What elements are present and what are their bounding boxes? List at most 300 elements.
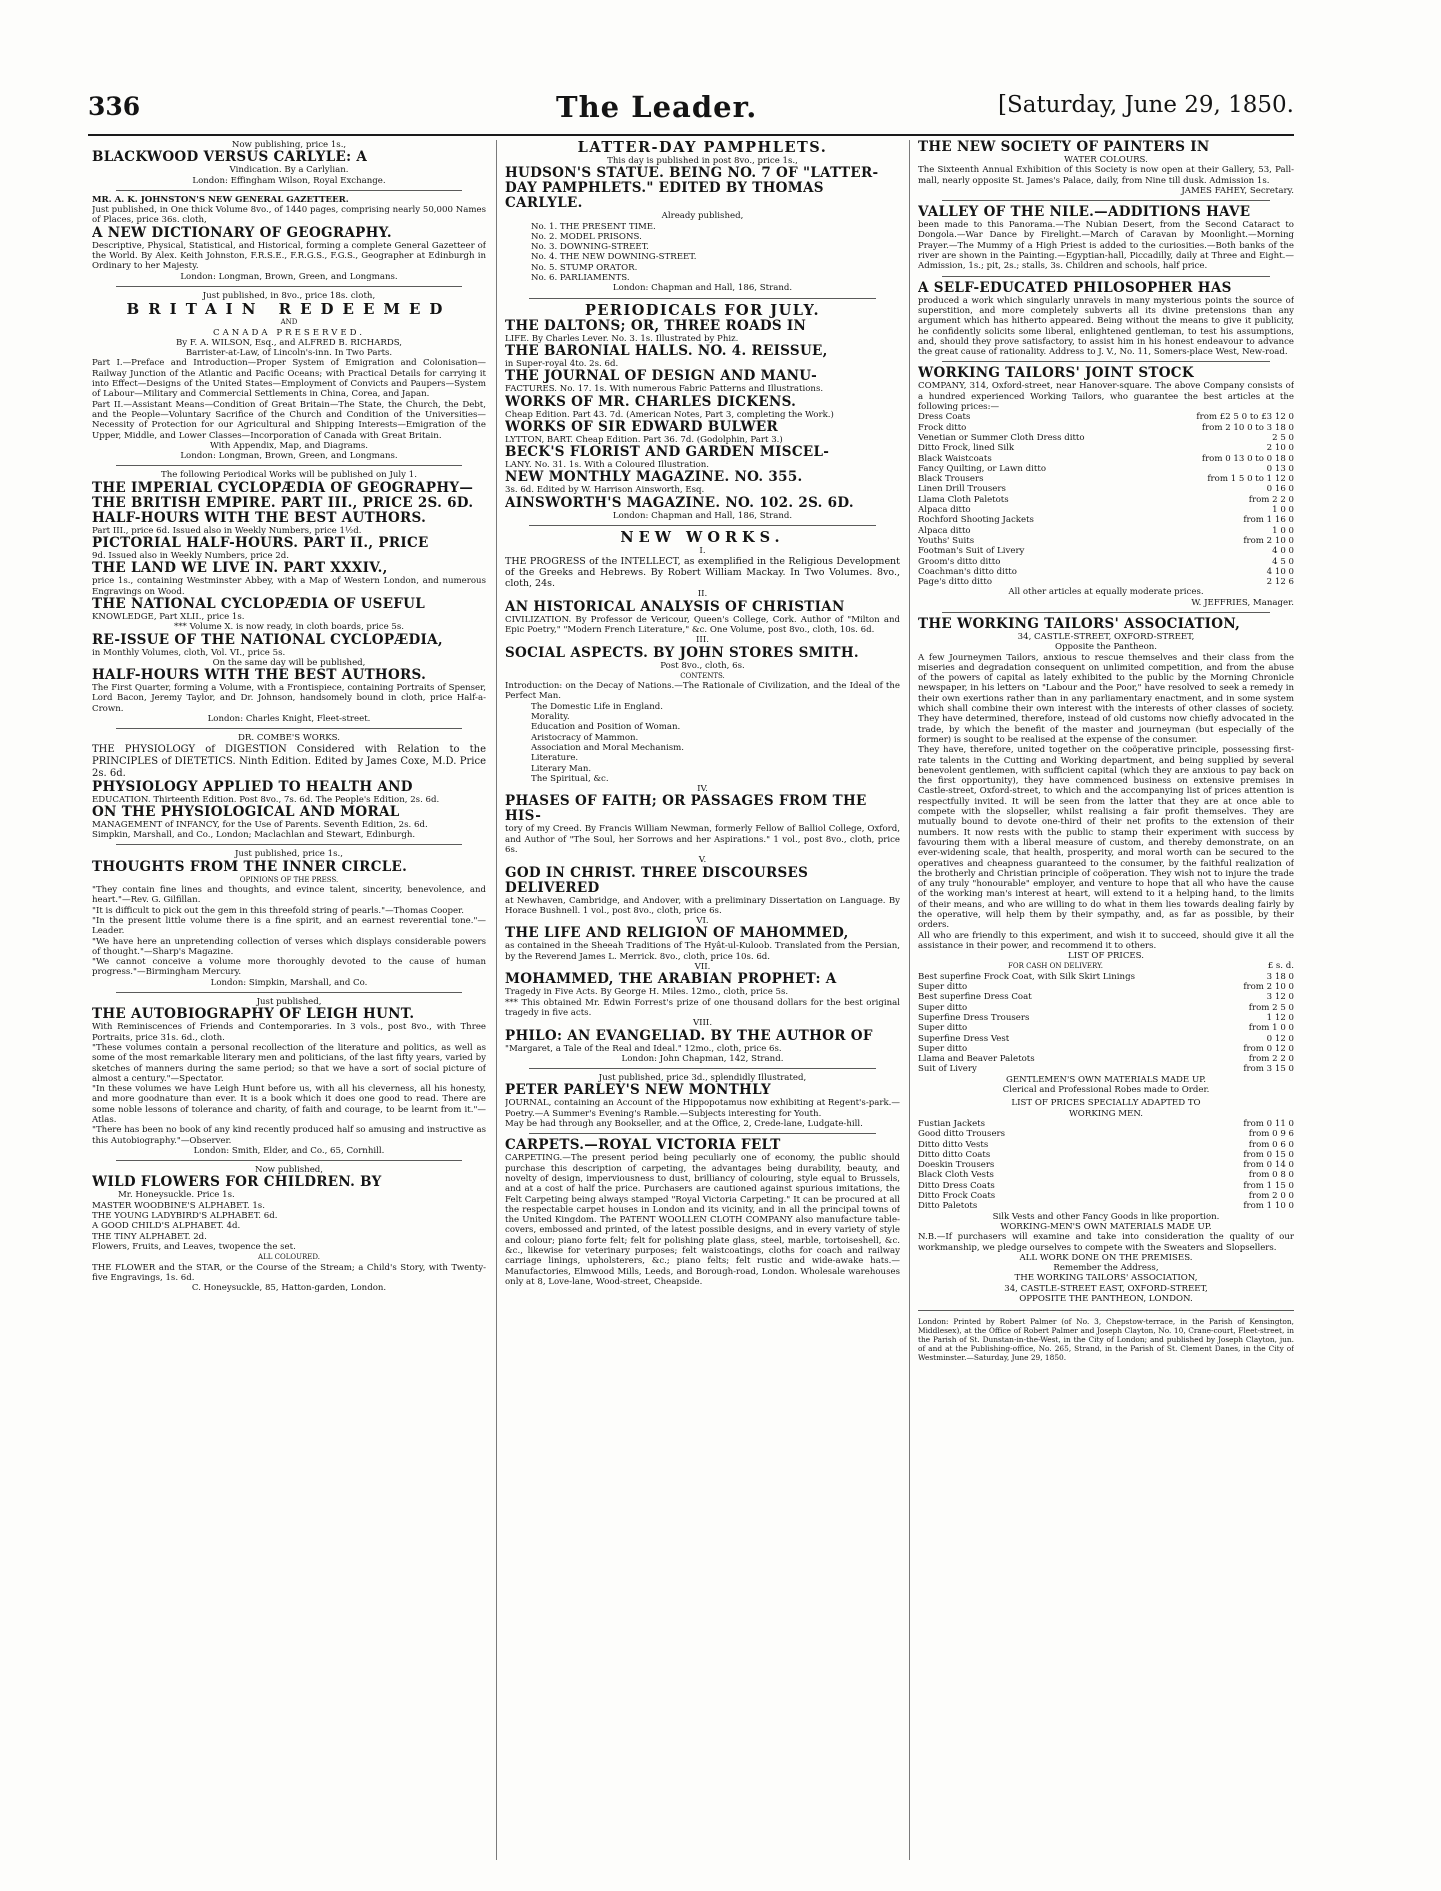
ad-publisher: London: Longman, Brown, Green, and Longmans.	[180, 451, 398, 462]
ad-description: Descriptive, Physical, Statistical, and Historical, forming a complete General Gazetteer of the World. By Alex. Keith Johnston, F.R.S.E., F.R.G.S., F.G.S., Geographer at Edinburgh in Ordinary to her Majesty.	[92, 240, 486, 272]
ad-title: BRITAIN REDEEMED	[126, 300, 452, 319]
price-item: Doeskin Trousers	[918, 1160, 995, 1171]
page-number: 336	[88, 92, 141, 121]
ad-title: THE AUTOBIOGRAPHY OF LEIGH HUNT.	[92, 1006, 415, 1023]
price-row	[918, 526, 1294, 536]
ad-title: THE IMPERIAL CYCLOPÆDIA OF GEOGRAPHY—THE BRITISH EMPIRE. PART III., PRICE 2S. 6D.	[92, 479, 474, 511]
ad-description: JOURNAL, containing an Account of the Hippopotamus now exhibiting at Regent's-park.—Poetry.—A Summer's Evening's Ramble.—Subjects interesting for Youth.	[505, 1098, 900, 1119]
price-list-subtitle: WORKING MEN.	[1068, 1108, 1144, 1119]
ad-title: MOHAMMED, THE ARABIAN PROPHET: A	[505, 971, 837, 988]
ad-text: LANY. No. 31. 1s. With a Coloured Illustration.	[505, 460, 710, 471]
ad-text: CIVILIZATION. By Professor de Vericour, Queen's College, Cork. Author of "Milton and Epic Poetry," "Modern French Literature," &c. One Volume, post 8vo., cloth, 10s. 6d.	[505, 614, 900, 635]
price-value: 0 13 0	[1266, 463, 1294, 474]
ad-subhead: OPINIONS OF THE PRESS.	[239, 875, 339, 884]
price-value: 2 5 0	[1272, 432, 1294, 443]
list-item: The Spiritual, &c.	[531, 773, 609, 784]
press-quote: "We cannot conceive a volume more thoroughly devoted to the cause of human progress."—Birmingham Mercury.	[92, 957, 486, 978]
ad-note: WORKING-MEN'S OWN MATERIALS MADE UP.	[1000, 1221, 1212, 1232]
ad-title: BLACKWOOD VERSUS CARLYLE: A	[92, 149, 368, 166]
ad-text: KNOWLEDGE, Part XLII., price 1s.	[92, 611, 245, 622]
ad-title: RE-ISSUE OF THE NATIONAL CYCLOPÆDIA,	[92, 631, 443, 648]
ad-title: THE LAND WE LIVE IN. PART XXXIV.,	[92, 560, 388, 577]
price-row	[918, 1034, 1294, 1044]
ad-publisher: London: Simpkin, Marshall, and Co.	[210, 977, 368, 988]
ad-text: The First Quarter, forming a Volume, with a Frontispiece, containing Portraits of Spenser, Lord Bacon, Jeremy Taylor, and Dr. Johnson, handsomely bound in cloth, price Half-a-Crown.	[92, 683, 486, 714]
ad-rule	[942, 200, 1270, 201]
section-title: PERIODICALS FOR JULY.	[584, 301, 821, 319]
price-value: from 0 11 0	[1243, 1118, 1294, 1129]
ad-kicker: Just published,	[256, 997, 322, 1008]
ad-publisher: London: Chapman and Hall, 186, Strand.	[612, 510, 793, 521]
price-value: 4 0 0	[1272, 546, 1294, 557]
ad-note: Remember the Address,	[1053, 1263, 1159, 1274]
roman-numeral: V.	[698, 855, 707, 866]
price-item: Rochford Shooting Jackets	[918, 515, 1034, 526]
ad-title: THOUGHTS FROM THE INNER CIRCLE.	[92, 858, 408, 875]
ad-title: AINSWORTH'S MAGAZINE. NO. 102. 2S. 6D.	[505, 494, 854, 511]
price-value: from 1 15 0	[1243, 1180, 1294, 1191]
price-value: 1 0 0	[1272, 505, 1294, 516]
ad-note: N.B.—If purchasers will examine and take into consideration the quality of our workmanship, we pledge ourselves to compete with the Sweaters and Slopsellers.	[918, 1232, 1294, 1253]
price-item: Llama Cloth Paletots	[918, 494, 1009, 505]
ad-subtitle: Opposite the Pantheon.	[1054, 642, 1158, 653]
ad-note: *** Volume X. is now ready, in cloth boards, price 5s.	[173, 622, 405, 633]
price-list	[918, 1119, 1294, 1212]
price-row	[918, 474, 1294, 484]
ad-text: Tragedy in Five Acts. By George H. Miles. 12mo., cloth, price 5s.	[505, 987, 789, 998]
section-title: NEW WORKS.	[620, 529, 785, 547]
ad-address: 34, CASTLE-STREET EAST, OXFORD-STREET,	[1004, 1283, 1208, 1294]
price-row	[918, 1150, 1294, 1160]
price-value: from 2 10 0 to 3 18 0	[1201, 422, 1294, 433]
ad-title: THE PHYSIOLOGY of DIGESTION Considered with Relation to the PRINCIPLES of DIETETICS. Ninth Edition. Edited by James Coxe, M.D. Price 2s. 6d.	[92, 743, 486, 779]
ad-kicker: MR. A. K. JOHNSTON'S NEW GENERAL GAZETTEER.	[92, 194, 349, 205]
ad-periodicals-july	[505, 303, 900, 521]
roman-numeral: VI.	[696, 916, 709, 927]
ad-and: AND	[280, 318, 298, 327]
price-item: Fancy Quilting, or Lawn ditto	[918, 463, 1047, 474]
ad-rule	[116, 465, 462, 466]
ad-johnston	[92, 195, 486, 282]
ad-rule	[116, 992, 462, 993]
ad-tailors-joint-stock	[918, 366, 1294, 608]
ad-note: Already published,	[661, 211, 744, 222]
ad-kicker: Now published,	[254, 1165, 324, 1176]
ad-text: 3s. 6d. Edited by W. Harrison Ainsworth, Esq.	[505, 485, 705, 496]
press-quote: "In these volumes we have Leigh Hunt before us, with all his cleverness, all his honesty, and more goodnature than ever. It is a book which it does one good to read. There are some noble lessons of tolerance and charity, of faith and courage, to be learnt from it."—Atlas.	[92, 1084, 486, 1125]
ad-publisher: C. Honeysuckle, 85, Hatton-garden, London.	[191, 1283, 387, 1294]
ad-title: ON THE PHYSIOLOGICAL AND MORAL	[92, 803, 400, 820]
ad-title: THE DALTONS; OR, THREE ROADS IN	[505, 317, 807, 334]
ad-text: as contained in the Sheeah Traditions of The Hyât-ul-Kuloob. Translated from the Persian, by the Reverend James L. Merrick. 8vo., cloth, price 10s. 6d.	[505, 941, 900, 962]
ad-description: All who are friendly to this experiment, and wish it to succeed, should give it all the assistance in their power, and recommend it to others.	[918, 930, 1294, 951]
price-item: Ditto Frock Coats	[918, 1191, 996, 1202]
price-row	[918, 505, 1294, 515]
list-item: Aristocracy of Mammon.	[531, 732, 639, 743]
ad-text: MASTER WOODBINE'S ALPHABET. 1s.	[92, 1200, 265, 1211]
ad-description: May be had through any Bookseller, and at the Office, 2, Crede-lane, Ludgate-hill.	[505, 1119, 863, 1130]
ad-text: at Newhaven, Cambridge, and Andover, with a preliminary Dissertation on Language. By Horace Bushnell. 1 vol., post 8vo., cloth, price 6s.	[505, 895, 900, 916]
price-value: from 1 10 0	[1243, 1201, 1294, 1212]
ad-rule	[529, 1068, 876, 1069]
price-value: from 0 13 0 to 0 18 0	[1201, 453, 1294, 464]
ad-rule	[529, 298, 876, 299]
ad-text: A GOOD CHILD'S ALPHABET. 4d.	[92, 1221, 241, 1232]
price-value: from 0 6 0	[1248, 1139, 1294, 1150]
ad-description: The Sixteenth Annual Exhibition of this Society is now open at their Gallery, 53, Pall-mall, nearly opposite St. James's Palace, daily, from Nine till dusk. Admission 1s.	[918, 165, 1294, 186]
price-value: from 0 14 0	[1243, 1160, 1294, 1171]
ad-subtitle: WATER COLOURS.	[1064, 155, 1148, 165]
price-item: Alpaca ditto	[918, 525, 971, 536]
ad-title: HALF-HOURS WITH THE BEST AUTHORS.	[92, 509, 427, 526]
issue-date: [Saturday, June 29, 1850.	[998, 92, 1294, 118]
press-quote: "There has been no book of any kind recently produced half so amusing and instructive as this Autobiography."—Observer.	[92, 1125, 486, 1146]
price-list-title: LIST OF PRICES.	[1067, 951, 1144, 962]
ad-title: PETER PARLEY'S NEW MONTHLY	[505, 1082, 771, 1099]
price-value: 3 18 0	[1266, 971, 1294, 982]
price-list-subtitle: FOR CASH ON DELIVERY.	[1008, 962, 1104, 971]
price-list-title: LIST OF PRICES SPECIALLY ADAPTED TO	[1011, 1098, 1201, 1109]
press-quote: "They contain fine lines and thoughts, and evince talent, sincerity, benevolence, and heart."—Rev. G. Gilfillan.	[92, 885, 486, 906]
ad-appendix: With Appendix, Map, and Diagrams.	[209, 440, 369, 451]
price-row	[918, 454, 1294, 464]
price-item: Ditto Frock, lined Silk	[918, 443, 1015, 454]
press-quote: "It is difficult to pick out the gem in this threefold string of pearls."—Thomas Cooper.	[92, 905, 464, 916]
column-1	[92, 140, 486, 1875]
ad-philosopher	[918, 281, 1294, 358]
newspaper-title: The Leader.	[556, 90, 758, 124]
price-row	[918, 433, 1294, 443]
price-row	[918, 1119, 1294, 1129]
ad-kicker: Now publishing, price 1s.,	[231, 140, 347, 150]
price-row	[918, 423, 1294, 433]
ad-leigh-hunt	[92, 997, 486, 1156]
press-quote: "We have here an unpretending collection of verses which displays considerable powers of thought."—Sharp's Magazine.	[92, 936, 486, 957]
ad-author: Barrister-at-Law, of Lincoln's-inn. In Two Parts.	[185, 348, 393, 359]
ad-text: EDUCATION. Thirteenth Edition. Post 8vo., 7s. 6d. The People's Edition, 2s. 6d.	[92, 794, 440, 805]
price-row	[918, 495, 1294, 505]
price-row	[918, 1181, 1294, 1191]
list-item: No. 4. THE NEW DOWNING-STREET.	[531, 252, 697, 263]
ad-title: A SELF-EDUCATED PHILOSOPHER HAS	[918, 279, 1232, 296]
ad-title: THE WORKING TAILORS' ASSOCIATION,	[918, 615, 1241, 632]
ad-latter-day	[505, 140, 900, 294]
ad-title: PHILO: AN EVANGELIAD. BY THE AUTHOR OF	[505, 1027, 873, 1044]
ad-text: Flowers, Fruits, and Leaves, twopence the set.	[92, 1241, 296, 1252]
price-row	[918, 443, 1294, 453]
ad-new-works	[505, 530, 900, 1064]
price-value: from 2 10 0	[1243, 982, 1294, 993]
price-value: from 2 0 0	[1248, 1191, 1294, 1202]
ad-note: Clerical and Professional Robes made to Order.	[1002, 1085, 1210, 1096]
price-row	[918, 515, 1294, 525]
price-item: Good ditto Trousers	[918, 1129, 1006, 1140]
ad-subhead: CONTENTS.	[680, 671, 725, 680]
masthead	[88, 88, 1294, 132]
list-item: Education and Position of Woman.	[531, 722, 681, 733]
ad-text: 9d. Issued also in Weekly Numbers, price 2d.	[92, 551, 290, 562]
price-item: Super ditto	[918, 982, 968, 993]
ad-title: CARPETS.—ROYAL VICTORIA FELT	[505, 1137, 781, 1154]
ad-note: On the same day will be published,	[212, 657, 366, 668]
ad-part-1: Part I.—Preface and Introduction—Proper System of Emigration and Colonisation—Railway Junction of the Atlantic and Pacific Oceans; with Practical Details for carrying it into Effect—Designs of the United States—Employment of Convicts and Paupers—System of Labour—Military and Commercial Settlements in China, Corea, and Japan.	[92, 358, 486, 400]
roman-numeral: VIII.	[692, 1018, 713, 1029]
masthead-rule	[88, 134, 1294, 136]
ad-rule	[116, 286, 462, 287]
ad-subtitle: 34, CASTLE-STREET, OXFORD-STREET,	[1017, 631, 1195, 642]
price-item: Llama and Beaver Paletots	[918, 1054, 1035, 1065]
price-item: Superfine Dress Trousers	[918, 1012, 1030, 1023]
price-value: from 0 8 0	[1248, 1170, 1294, 1181]
ad-title: THE LIFE AND RELIGION OF MAHOMMED,	[505, 925, 849, 942]
ad-description: been made to this Panorama.—The Nubian Desert, from the Second Cataract to Dongola.—War Dance by Firelight.—March of Caravan by Moonlight.—Morning Prayer.—The Mummy of a High Priest is added to the curiosities.—Both banks of the river are shown in the Painting.—Egyptian-hall, Piccadilly, daily at Three and Eight.—Admission, 1s.; pit, 2s.; stalls, 3s. Children and schools, half price.	[918, 220, 1294, 272]
ad-title: THE BARONIAL HALLS. NO. 4. REISSUE,	[505, 342, 828, 359]
ad-kicker: Just published, price 1s.,	[235, 849, 343, 860]
price-item: Black Trousers	[918, 474, 984, 485]
price-row	[918, 972, 1294, 982]
ad-rule	[942, 612, 1270, 613]
ad-wild-flowers	[92, 1165, 486, 1293]
price-item: Superfine Dress Vest	[918, 1033, 1010, 1044]
ad-title: HUDSON'S STATUE. BEING NO. 7 OF "LATTER-DAY PAMPHLETS." EDITED BY THOMAS CARLYLE.	[505, 165, 879, 212]
price-item: Linen Drill Trousers	[918, 484, 1006, 495]
ad-tailors-association	[918, 617, 1294, 1304]
list-item: Literature.	[531, 753, 579, 764]
price-item: Best superfine Dress Coat	[918, 992, 1032, 1003]
ad-text: tory of my Creed. By Francis William Newman, formerly Fellow of Balliol College, Oxford, and Author of "The Soul, her Sorrows and her Aspirations." 1 vol., post 8vo., cloth, price 6s.	[505, 824, 900, 855]
price-item: Page's ditto ditto	[918, 577, 993, 588]
ad-title: SOCIAL ASPECTS. BY JOHN STORES SMITH.	[505, 644, 859, 661]
price-value: from 1 5 0 to 1 12 0	[1207, 474, 1294, 485]
price-row	[918, 1140, 1294, 1150]
ad-title: PICTORIAL HALF-HOURS. PART II., PRICE	[92, 535, 429, 552]
ad-note: GENTLEMEN'S OWN MATERIALS MADE UP.	[1006, 1074, 1206, 1085]
price-item: Groom's ditto ditto	[918, 556, 1001, 567]
ad-valley-nile	[918, 205, 1294, 271]
roman-numeral: II.	[697, 589, 708, 600]
ad-text: Part III., price 6d. Issued also in Weekly Numbers, price 1½d.	[92, 525, 362, 536]
ad-rule	[116, 844, 462, 845]
ad-note: ALL COLOURED.	[258, 1253, 320, 1262]
price-item: Alpaca ditto	[918, 505, 971, 516]
list-item: No. 6. PARLIAMENTS.	[531, 273, 630, 284]
price-item: Ditto Dress Coats	[918, 1180, 995, 1191]
ad-text: THE TINY ALPHABET. 2d.	[92, 1231, 207, 1242]
price-value: 3 12 0	[1266, 992, 1294, 1003]
ad-title: THE PROGRESS of the INTELLECT, as exemplified in the Religious Development of the Greeks and Hebrews. By Robert William Mackay. In Two Volumes. 8vo., cloth, 24s.	[505, 556, 900, 590]
currency-header: £ s. d.	[1267, 961, 1294, 972]
ad-text: Mr. Honeysuckle. Price 1s.	[118, 1190, 235, 1201]
ad-description: A few Journeymen Tailors, anxious to rescue themselves and their class from the miseries and degradation consequent on unlimited competition, and from the abuse of the powers of capital as lately exhibited to the public by the Morning Chronicle newspaper, in his letters on "Labour and the Poor," have resolved to seek a remedy in their own exertions rather than in any parliamentary enactment, and in some system which shall combine their own interest with the interests of other classes of society. They have determined, therefore, instead of old customs now chiefly advocated in the trade, by which the benefit of the master and journeyman (but especially of the former) is sought to be realised at the expense of the consumer.	[918, 652, 1294, 745]
roman-numeral: VII.	[694, 962, 711, 973]
ad-text: THE FLOWER and the STAR, or the Course of the Stream; a Child's Story, with Twenty-five Engravings, 1s. 6d.	[92, 1262, 486, 1283]
ad-britain-redeemed	[92, 291, 486, 461]
price-item: Ditto ditto Coats	[918, 1149, 991, 1160]
ad-description: With Reminiscences of Friends and Contemporaries. In 3 vols., post 8vo., with Three Portraits, price 31s. 6d., cloth.	[92, 1022, 486, 1043]
ad-rule	[529, 525, 876, 526]
ad-title: WORKING TAILORS' JOINT STOCK	[918, 365, 1194, 382]
ad-title: BECK'S FLORIST AND GARDEN MISCEL-	[505, 444, 830, 461]
price-item: Ditto Paletots	[918, 1201, 978, 1212]
ad-rule	[529, 1133, 876, 1134]
price-value: 1 12 0	[1266, 1012, 1294, 1023]
price-row	[918, 536, 1294, 546]
price-row	[918, 464, 1294, 474]
column-separator	[909, 140, 910, 1860]
ad-text: price 1s., containing Westminster Abbey, with a Map of Western London, and numerous Engravings on Wood.	[92, 576, 486, 597]
price-value: from 2 5 0	[1248, 1002, 1294, 1013]
ad-rule	[116, 1160, 462, 1161]
price-item: Best superfine Frock Coat, with Silk Skirt Linings	[918, 971, 1135, 982]
price-value: 4 10 0	[1266, 566, 1294, 577]
ad-publisher: London: Chapman and Hall, 186, Strand.	[612, 283, 793, 294]
ad-kicker: Just published, in 8vo., price 18s. cloth,	[202, 290, 376, 301]
list-item: No. 1. THE PRESENT TIME.	[531, 221, 656, 232]
ad-address: OPPOSITE THE PANTHEON, LONDON.	[1019, 1293, 1193, 1304]
price-item: Youths' Suits	[918, 535, 975, 546]
ad-combe-works	[92, 733, 486, 840]
ad-note: Silk Vests and other Fancy Goods in like proportion.	[992, 1211, 1220, 1222]
ad-text: THE YOUNG LADYBIRD'S ALPHABET. 6d.	[92, 1211, 278, 1222]
price-item: Super ditto	[918, 1002, 968, 1013]
ad-periodical-works	[92, 470, 486, 724]
ad-description: They have, therefore, united together on the coöperative principle, possessing first-rate talents in the Cutting and Working department, and being supplied by several benevolent gentlemen, with sufficient capital (which they are anxious to pay back on the first opportunity), they have commenced business on extensive premises in Castle-street, Oxford-street, to which and the accompanying list of prices attention is respectfully invited. It will be seen from the latter that they are at once able to compete with the slopseller, whilst realising a fair profit themselves. They are mutually bound to devote one-third of their net profits to the extension of their numbers. It now rests with the public to stamp their experiment with success by favouring them with a liberal measure of custom, and thereby demonstrate, on an ever-widening scale, that health, prosperity, and moral worth can be secured to the operatives and cheapness guaranteed to the consumer, by the faithful realization of the brotherly and Christian principle of coöperation. They wish not to injure the trade of any truly "honourable" employer, and venture to hope that all who have the cause of the working man's interest at heart, will extend to it a helping hand, to the limits of their means, and who are willing to do what in them lies towards dealing fairly by the operative, will help them by their sympathy, and, as far as possible, by their orders.	[918, 745, 1294, 931]
ad-publisher: London: Charles Knight, Fleet-street.	[207, 713, 371, 724]
price-value: 2 10 0	[1266, 443, 1294, 454]
ad-publisher: London: John Chapman, 142, Strand.	[621, 1053, 784, 1064]
price-row	[918, 1003, 1294, 1013]
ad-note: *** This obtained Mr. Edwin Forrest's prize of one thousand dollars for the best original tragedy in five acts.	[505, 997, 900, 1018]
ad-title: GOD IN CHRIST. THREE DISCOURSES DELIVERED	[505, 864, 809, 896]
price-value: 1 0 0	[1272, 525, 1294, 536]
ad-kicker: This day is published in post 8vo., price 1s.,	[607, 156, 798, 166]
price-row	[918, 1191, 1294, 1201]
ad-publisher: Simpkin, Marshall, and Co., London; Maclachlan and Stewart, Edinburgh.	[92, 830, 416, 841]
price-list	[918, 412, 1294, 587]
price-item: Ditto ditto Vests	[918, 1139, 989, 1150]
price-item: Fustian Jackets	[918, 1118, 986, 1129]
price-value: from 0 15 0	[1243, 1149, 1294, 1160]
price-item: Coachman's ditto ditto	[918, 566, 1017, 577]
ad-intro: Just published, in One thick Volume 8vo., of 1440 pages, comprising nearly 50,000 Names of Places, price 36s. cloth,	[92, 205, 486, 226]
column-3	[918, 140, 1294, 1875]
ad-publisher: London: Effingham Wilson, Royal Exchange.	[192, 175, 386, 186]
price-item: Frock ditto	[918, 422, 967, 433]
list-item: Morality.	[531, 712, 570, 723]
ad-peter-parley	[505, 1073, 900, 1129]
imprint-rule	[918, 1310, 1294, 1311]
ad-part-2: Part II.—Assistant Means—Condition of Great Britain—The State, the Church, the Debt, and the People—Voluntary Sacrifice of the Church and Condition of the Universities—Necessity of Protection for our Agricultural and Shipping Interests—Emigration of the Upper, Middle, and Lower Classes—Incorporation of Canada with Great Britain.	[92, 399, 486, 441]
price-row	[918, 1170, 1294, 1180]
ad-subtitle: CANADA PRESERVED.	[213, 327, 365, 338]
ad-title: WILD FLOWERS FOR CHILDREN. BY	[92, 1174, 382, 1191]
price-item: Dress Coats	[918, 412, 971, 423]
price-row	[918, 982, 1294, 992]
list-item: No. 2. MODEL PRISONS.	[531, 231, 642, 242]
ad-text: in Super-royal 4to. 2s. 6d.	[505, 358, 619, 369]
price-value: from £2 5 0 to £3 12 0	[1196, 412, 1294, 423]
ad-title: A NEW DICTIONARY OF GEOGRAPHY.	[92, 224, 392, 241]
ad-signature: JAMES FAHEY, Secretary.	[1181, 185, 1294, 196]
price-row	[918, 1064, 1294, 1074]
ad-title: THE NATIONAL CYCLOPÆDIA OF USEFUL	[92, 595, 426, 612]
ad-text: Introduction: on the Decay of Nations.—The Rationale of Civilization, and the Ideal of the Perfect Man.	[505, 681, 900, 702]
price-row	[918, 567, 1294, 577]
price-value: from 1 0 0	[1248, 1023, 1294, 1034]
ad-rule	[942, 276, 1270, 277]
price-item: Black Waistcoats	[918, 453, 992, 464]
ad-note: ALL WORK DONE ON THE PREMISES.	[1019, 1252, 1193, 1263]
price-value: from 2 2 0	[1248, 1054, 1294, 1065]
ad-title: AN HISTORICAL ANALYSIS OF CHRISTIAN	[505, 598, 845, 615]
ad-rule	[942, 361, 1270, 362]
ad-text: Cheap Edition. Part 43. 7d. (American Notes, Part 3, completing the Work.)	[505, 409, 834, 420]
price-row	[918, 1054, 1294, 1064]
ad-text: MANAGEMENT of INFANCY, for the Use of Parents. Seventh Edition, 2s. 6d.	[92, 819, 428, 830]
ad-title: PHASES OF FAITH; OR PASSAGES FROM THE HIS-	[505, 793, 867, 825]
price-row	[918, 1023, 1294, 1033]
list-item: No. 3. DOWNING-STREET.	[531, 242, 649, 253]
price-item: Super ditto	[918, 1023, 968, 1034]
price-row	[918, 557, 1294, 567]
ad-address: THE WORKING TAILORS' ASSOCIATION,	[1014, 1273, 1198, 1284]
ad-rule	[116, 190, 462, 191]
price-value: 4 5 0	[1272, 556, 1294, 567]
list-item: No. 5. STUMP ORATOR.	[531, 262, 638, 273]
roman-numeral: I.	[699, 546, 706, 557]
price-value: 0 12 0	[1266, 1033, 1294, 1044]
ad-rule	[116, 728, 462, 729]
ad-title: PHYSIOLOGY APPLIED TO HEALTH AND	[92, 778, 413, 795]
price-value: from 0 12 0	[1243, 1043, 1294, 1054]
ad-blackwood	[92, 140, 486, 186]
ad-note: All other articles at equally moderate prices.	[1008, 587, 1204, 598]
ad-publisher: London: Longman, Brown, Green, and Longmans.	[180, 271, 398, 282]
list-item: Association and Moral Mechanism.	[531, 742, 685, 753]
price-value: 2 12 6	[1266, 577, 1294, 588]
ad-title: HALF-HOURS WITH THE BEST AUTHORS.	[92, 667, 427, 684]
ad-title: NEW MONTHLY MAGAZINE. NO. 355.	[505, 469, 803, 486]
list-item: Literary Man.	[531, 763, 592, 774]
ad-text: LIFE. By Charles Lever. No. 3. 1s. Illustrated by Phiz.	[505, 333, 739, 344]
price-row	[918, 1160, 1294, 1170]
ad-subtitle: Vindication. By a Carlylian.	[229, 165, 349, 176]
ad-title: THE JOURNAL OF DESIGN AND MANU-	[505, 368, 818, 385]
section-title: LATTER-DAY PAMPHLETS.	[577, 140, 828, 156]
price-item: Super ditto	[918, 1043, 968, 1054]
ad-description: produced a work which singularly unravels in many mysterious points the source of superstition, and more completely subverts all its divine pretensions than any argument which has hitherto appeared. Being without the means to give it publicity, he confidently solicits some liberal, enlightened gentleman, to test his assumptions, and, should they prove satisfactory, to assist him in his honest endeavour to advance the great cause of rationality. Address to J. V., No. 11, Somers-place West, New-road.	[918, 295, 1294, 358]
printer-imprint: London: Printed by Robert Palmer (of No. 3, Chepstow-terrace, in the Parish of Kensington, Middlesex), at the Office of Robert Palmer and Joseph Clayton, No. 10, Crane-court, Fleet-street, in the Parish of St. Dunstan-in-the-West, in the City of London; and published by Joseph Clayton, jun. of and at the Publishing-office, No. 265, Strand, in the Parish of St. Clement Danes, in the City of Westminster.—Saturday, June 29, 1850.	[918, 1317, 1294, 1363]
ad-title: WORKS OF MR. CHARLES DICKENS.	[505, 393, 797, 410]
press-quote: "In the present little volume there is a fine spirit, and an earnest reverential tone."—Leader.	[92, 915, 486, 937]
ad-text: in Monthly Volumes, cloth, Vol. VI., price 5s.	[92, 647, 286, 658]
roman-numeral: III.	[696, 635, 709, 646]
price-item: Black Cloth Vests	[918, 1170, 994, 1181]
price-row	[918, 1044, 1294, 1054]
price-value: from 1 16 0	[1243, 515, 1294, 526]
price-value: from 2 10 0	[1243, 535, 1294, 546]
price-value: 0 16 0	[1266, 484, 1294, 495]
price-value: from 3 15 0	[1243, 1064, 1294, 1075]
column-2	[505, 140, 900, 1875]
ad-description: COMPANY, 314, Oxford-street, near Hanover-square. The above Company consists of a hundred experienced Working Tailors, who guarantee the best articles at the following prices:—	[918, 381, 1294, 413]
ad-title: VALLEY OF THE NILE.—ADDITIONS HAVE	[918, 204, 1251, 221]
price-value: from 0 9 6	[1248, 1129, 1294, 1140]
list-item: The Domestic Life in England.	[531, 701, 663, 712]
ad-text: Post 8vo., cloth, 6s.	[660, 660, 745, 671]
ad-description: CARPETING.—The present period being peculiarly one of economy, the public should purchase this description of carpeting, the advantages being durability, beauty, and novelty of design, imperviousness to dust, brilliancy of colouring, style equal to Brussels, and at a cost of half the price. Purchasers are cautioned against spurious imitations, the Felt Carpeting being always stamped "Royal Victoria Carpeting." It can be procured at all the respectable carpet houses in London and its vicinity, and in all the principal towns of the United Kingdom. The PATENT WOOLLEN CLOTH COMPANY also manufacture table-covers, embossed and printed, of the latest possible designs, and in every variety of style and colour; piano forte felt; felt for polishing plate glass, steel, marble, tortoiseshell, &c. &c., likewise for veterinary purposes; felt waistcoatings, cloths for coach and railway carriage linings, upholsterers, &c.; piano felts; felt rustic and wide-awake hats.—Manufactories, Elmwood Mills, Leeds, and Borough-road, London. Wholesale warehouses only at 8, Love-lane, Wood-street, Cheapside.	[505, 1153, 900, 1287]
price-row	[918, 1129, 1294, 1139]
